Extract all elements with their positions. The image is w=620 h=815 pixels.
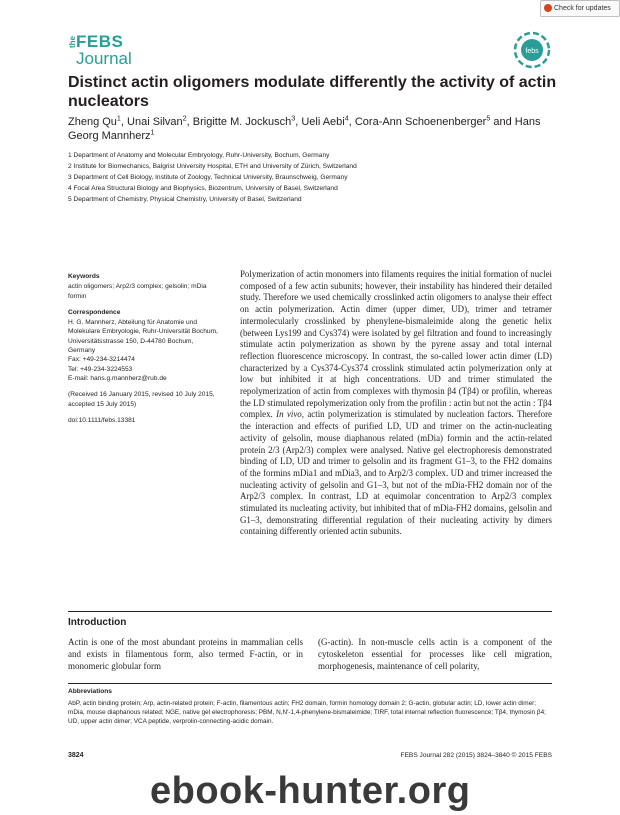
- correspondence-fax: Fax: +49-234-3214474: [68, 356, 135, 364]
- page-number: 3824: [68, 752, 84, 759]
- febs-emblem-icon: [512, 30, 552, 70]
- abstract-part-1: Polymerization of actin monomers into filaments requires the initial formation of nuclei composed of a few actin subunits; however, their instability has hindered their detailed study. Therefore we used chemically crosslinked actin oligomers to analyse their effect on actin polymerization. Actin dimer (upper dimer, UD), trimer and tetramer intermolecularly crosslinked by phenylene-bismaleimide along the genetic helix (between Lys199 and Cys374) were isolated by gel filtration and found to increasingly stimulate actin polymerization as shown by the pyrene assay and total internal reflection fluorescence microscopy. In contrast, the so-called lower actin dimer (LD) characterized by a Cys374-Cys374 crosslink stimulated actin polymerization only at low but inhibited it at high concentrations. UD and trimer stimulated the repolymerization of actin from complexes with thymosin β4 (Tβ4) or profilin, whereas the LD stimulated repolymerization only from the profilin : actin but not the actin : Tβ4 complex.: [240, 269, 552, 420]
- affiliation-list: [68, 150, 568, 205]
- keywords-heading: Keywords: [68, 273, 100, 280]
- introduction-column-left: Actin is one of the most abundant proteins in mammalian cells and exists in filamentous form, also termed F-actin, or in monomeric globular form: [68, 637, 303, 671]
- author-name: Zheng Qu: [68, 116, 117, 128]
- author-name: Ueli Aebi: [301, 116, 345, 128]
- author-affiliation-marker: 1: [150, 128, 155, 137]
- affiliation-item: 2 Institute for Biomechanics, Balgrist University Hospital, ETH and University of Zürich, Switzerland: [68, 163, 357, 170]
- journal-logo: [68, 32, 138, 72]
- correspondence-tel: Tel: +49-234-3224553: [68, 365, 133, 373]
- abstract-italic: In vivo: [276, 409, 302, 420]
- abbreviations-heading: Abbreviations: [68, 688, 112, 695]
- author-list: Zheng Qu$^1$, Unai Silvan$^2$, Brigitte M. Jockusch$^3$, Ueli Aebi$^4$, Cora-Ann Schoenenberger$^5$ and Hans Georg Mannherz$^1$: [68, 114, 541, 142]
- affiliation-item: 3 Department of Cell Biology, Institute of Zoology, Technical University, Braunschweig, Germany: [68, 174, 348, 181]
- affiliation-item: 4 Focal Area Structural Biology and Biophysics, Biozentrum, University of Basel, Switzerland: [68, 185, 338, 192]
- affiliation-item: 1 Department of Anatomy and Molecular Embryology, Ruhr-University, Bochum, Germany: [68, 152, 330, 159]
- author-name: Hans Georg Mannherz: [68, 116, 541, 142]
- febs-emblem-text: febs: [525, 48, 539, 55]
- correspondence-heading: Correspondence: [68, 308, 121, 316]
- author-affiliation-marker: 4: [344, 114, 349, 123]
- article-title: Distinct actin oligomers modulate differently the activity of actin nucleators: [68, 74, 557, 110]
- update-icon: [544, 4, 552, 12]
- journal-logo-the: the: [68, 36, 77, 48]
- author-name: Brigitte M. Jockusch: [192, 116, 292, 128]
- correspondence-address: H. G. Mannherz, Abteilung für Anatomie und Molekulare Embryologie, Ruhr-Universität Bochum, Universitätsstrasse 150, D-44780 Bochum, Germany: [68, 319, 218, 355]
- abbreviations-divider: [68, 683, 552, 684]
- article-sidebar: [68, 272, 218, 425]
- abstract-part-2: , actin polymerization is stimulated by nucleation factors. Therefore the interaction and effects of purified LD, UD and trimer on the actin-nucleating activity of gelsolin, mouse diaphanous related (mDia) formin and the actin-related protein 2/3 (Arp2/3) complex were analysed. Native gel electrophoresis demonstrated binding of LD, UD and trimer to gelsolin and its fragment G1–3, to the FH2 domains of the formins mDia1 and mDia3, and to Arp2/3 complex. UD and trimer increased the nucleating activity of gelsolin and G1–3, but not of the mDia-FH2 domain nor of the Arp2/3 complex. In contrast, LD at equimolar concentration to Arp2/3 complex stimulated its nucleating activity, but inhibited that of mDia-FH2 domains, gelsolin and G1–3, demonstrating differential regulation of their nucleating activity by dimers containing differently oriented actin subunits.: [240, 409, 552, 537]
- section-divider: [68, 611, 552, 612]
- doi-link[interactable]: doi:10.1111/febs.13381: [68, 416, 136, 424]
- author-name: Cora-Ann Schoenenberger: [354, 116, 487, 128]
- author-affiliation-marker: 5: [486, 114, 491, 123]
- check-for-updates-button[interactable]: [540, 0, 620, 17]
- abstract: [240, 269, 552, 538]
- author-affiliation-marker: 3: [291, 114, 296, 123]
- author-name: Unai Silvan: [127, 116, 183, 128]
- check-for-updates-label: Check for updates: [554, 5, 611, 12]
- journal-logo-name: Journal: [76, 49, 132, 68]
- abbreviations-text: AbP, actin binding protein; Arp, actin-related protein; F-actin, filamentous actin; FH2 domain, formin homology domain 2; G-actin, globular actin; LD, lower actin dimer; mDia, mouse diaphanous related; NGE, native gel electrophoresis; PBM, N,N′-1,4-phenylene-bismaleimide; TIRF, total internal reflection fluorescence; Tβ4, thymosin β4; UD, upper actin dimer; VCA peptide, verprolin-connecting-acidic domain.: [68, 700, 546, 725]
- footer-citation: FEBS Journal 282 (2015) 3824–3840 © 2015 FEBS: [400, 752, 552, 759]
- author-affiliation-marker: 2: [182, 114, 187, 123]
- introduction-heading: Introduction: [68, 617, 127, 628]
- correspondence-email[interactable]: E-mail: hans.g.mannherz@rub.de: [68, 374, 167, 382]
- watermark: ebook-hunter.org: [150, 770, 471, 812]
- introduction-column-right: (G-actin). In non-muscle cells actin is a component of the cytoskeleton essential for processes like cell migration, morphogenesis, maintenance of cell polarity,: [318, 637, 552, 671]
- journal-logo-febs: FEBS: [76, 32, 124, 51]
- received-dates: (Received 16 January 2015, revised 10 July 2015, accepted 15 July 2015): [68, 391, 215, 408]
- affiliation-item: 5 Department of Chemistry, Physical Chemistry, University of Basel, Switzerland: [68, 196, 302, 203]
- keywords-text: actin oligomers; Arp2/3 complex; gelsolin; mDia formin: [68, 283, 207, 300]
- author-affiliation-marker: 1: [116, 114, 121, 123]
